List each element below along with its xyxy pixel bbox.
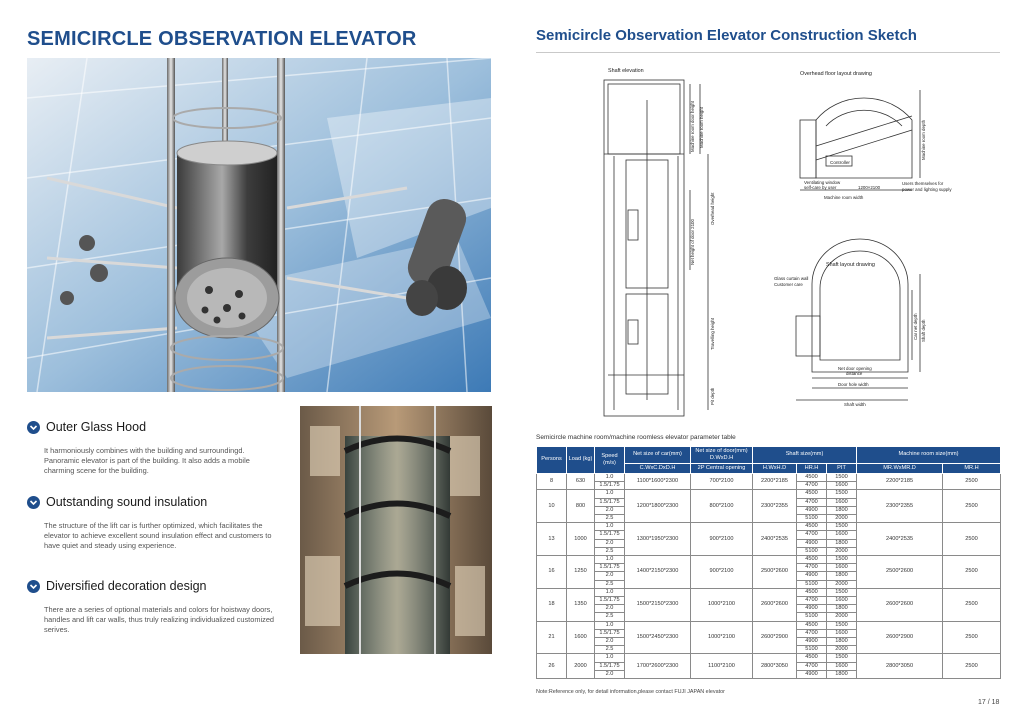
users-power-label-2: power and lighting supply [902, 187, 952, 192]
cell-machine-room-height: 2500 [943, 556, 1001, 589]
cell-speed: 1.5/1.75 [595, 629, 625, 637]
cell-hr: 4500 [797, 588, 827, 596]
cell-door-size: 900*2100 [691, 523, 753, 556]
cell-load: 2000 [567, 654, 595, 679]
cell-pit: 1500 [827, 588, 857, 596]
cell-pit: 1500 [827, 556, 857, 564]
cell-speed: 2.0 [595, 638, 625, 646]
table-row [537, 621, 1001, 629]
door-hole-width-label: Door hole width [838, 382, 869, 387]
feature-heading-outer-glass-hood [27, 420, 146, 434]
cell-hr: 4900 [797, 638, 827, 646]
cell-door-size: 900*2100 [691, 556, 753, 589]
cell-pit: 1800 [827, 539, 857, 547]
cell-speed: 1.0 [595, 474, 625, 482]
cell-hr: 5100 [797, 515, 827, 523]
table-row [537, 474, 1001, 482]
glass-elevator-photo [27, 58, 491, 392]
cell-speed: 2.0 [595, 506, 625, 514]
cell-machine-room: 2400*2535 [857, 523, 943, 556]
chevron-down-circle-icon [27, 496, 40, 509]
cell-hr: 4900 [797, 506, 827, 514]
cell-hr: 5100 [797, 580, 827, 588]
cell-door-size: 1000*2100 [691, 588, 753, 621]
cell-persons: 8 [537, 474, 567, 490]
cell-machine-room: 2300*2355 [857, 490, 943, 523]
overhead-floor-label: Overhead floor layout drawing [800, 71, 872, 77]
cell-pit: 1600 [827, 662, 857, 670]
cell-door-size: 800*2100 [691, 490, 753, 523]
elevator-interior-photo [300, 406, 492, 654]
cell-speed: 2.5 [595, 613, 625, 621]
cell-shaft-size: 2500*2600 [753, 556, 797, 589]
cell-persons: 26 [537, 654, 567, 679]
cell-speed: 1.0 [595, 523, 625, 531]
cell-hr: 4500 [797, 621, 827, 629]
cell-hr: 4700 [797, 597, 827, 605]
subheader-door: 2P Central opening [691, 464, 753, 474]
cell-machine-room: 2600*2600 [857, 588, 943, 621]
cell-persons: 21 [537, 621, 567, 654]
car-net-depth-label: Car net depth [913, 313, 918, 340]
overhead-height-label: Overhead height [710, 192, 715, 225]
header-load: Load (kg) [567, 447, 595, 474]
cell-pit: 1800 [827, 638, 857, 646]
machine-room-height-label: Machine room height [699, 106, 704, 148]
cell-pit: 1600 [827, 531, 857, 539]
cell-load: 630 [567, 474, 595, 490]
feature-heading-text: Outer Glass Hood [46, 420, 147, 434]
cell-speed: 2.5 [595, 515, 625, 523]
cell-persons: 18 [537, 588, 567, 621]
shaft-layout-label: Shaft layout drawing [826, 262, 875, 268]
cell-pit: 1600 [827, 482, 857, 490]
header-speed: Speed (m/s) [595, 447, 625, 474]
cell-shaft-size: 2600*2600 [753, 588, 797, 621]
table-row [537, 490, 1001, 498]
distance-label: distance [846, 371, 863, 376]
feature-description: The structure of the lift car is further optimized, which facilitates the elevator to achieve excellent sound insulation effect and customers to have quiet and steady using experience. [44, 521, 272, 550]
cell-speed: 2.5 [595, 580, 625, 588]
shaft-width-label: Shaft width [844, 402, 866, 407]
cell-hr: 4500 [797, 490, 827, 498]
cell-door-size: 700*2100 [691, 474, 753, 490]
cell-pit: 2000 [827, 580, 857, 588]
cell-hr: 4700 [797, 662, 827, 670]
feature-description: There are a series of optional materials and colors for hoistway doors, handles and lift car walls, thus truly realizing individualized customized serives. [44, 605, 275, 634]
cell-speed: 1.5/1.75 [595, 597, 625, 605]
cell-machine-room-height: 2500 [943, 654, 1001, 679]
chevron-down-circle-icon [27, 421, 40, 434]
feature-heading-text: Diversified decoration design [46, 579, 207, 593]
cell-persons: 16 [537, 556, 567, 589]
feature-heading-sound-insulation [27, 495, 207, 509]
cell-shaft-size: 2400*2535 [753, 523, 797, 556]
cell-pit: 2000 [827, 547, 857, 555]
cell-speed: 2.0 [595, 670, 625, 678]
cell-pit: 1500 [827, 474, 857, 482]
cell-hr: 4900 [797, 605, 827, 613]
cell-pit: 1800 [827, 605, 857, 613]
travelling-height-label: Travelling height [710, 317, 715, 350]
sketch-title: Semicircle Observation Elevator Construction Sketch [536, 27, 917, 44]
cell-machine-room-height: 2500 [943, 588, 1001, 621]
cell-hr: 5100 [797, 613, 827, 621]
cell-car-size: 1700*2600*2300 [625, 654, 691, 679]
cell-pit: 1500 [827, 621, 857, 629]
cell-load: 1250 [567, 556, 595, 589]
cell-car-size: 1200*1800*2300 [625, 490, 691, 523]
cell-load: 800 [567, 490, 595, 523]
cell-hr: 4700 [797, 629, 827, 637]
cell-pit: 1800 [827, 670, 857, 678]
cell-pit: 2000 [827, 515, 857, 523]
page-number: 17 / 18 [978, 699, 1000, 706]
header-machine-room: Machine room size(mm) [857, 447, 1001, 464]
cell-car-size: 1500*2150*2300 [625, 588, 691, 621]
cell-door-size: 1000*2100 [691, 621, 753, 654]
door-dimension-label: 1200×2100 [858, 185, 881, 190]
subheader-hr: HR.H [797, 464, 827, 474]
users-power-label: Users themselves for [902, 181, 944, 186]
cell-speed: 1.5/1.75 [595, 482, 625, 490]
feature-heading-decoration-design [27, 579, 207, 593]
cell-machine-room-height: 2500 [943, 523, 1001, 556]
parameter-table [536, 446, 1001, 679]
cell-machine-room: 2600*2900 [857, 621, 943, 654]
machine-room-depth-label: Machine room depth [921, 119, 926, 160]
cell-hr: 4700 [797, 531, 827, 539]
cell-pit: 1500 [827, 654, 857, 662]
cell-load: 1600 [567, 621, 595, 654]
self-care-label: self-care by user [804, 185, 837, 190]
cell-hr: 4700 [797, 482, 827, 490]
feature-description: It harmoniously combines with the building and surroundingd. Panoramic elevator is part of the building. It also adds a mobile charming scene for the building. [44, 446, 250, 475]
cell-load: 1350 [567, 588, 595, 621]
feature-heading-text: Outstanding sound insulation [46, 495, 208, 509]
cell-hr: 5100 [797, 547, 827, 555]
machine-room-width-label: Machine room width [824, 195, 864, 200]
cell-speed: 1.5/1.75 [595, 531, 625, 539]
cell-hr: 4500 [797, 556, 827, 564]
table-row [537, 556, 1001, 564]
cell-speed: 1.0 [595, 490, 625, 498]
cell-speed: 2.5 [595, 547, 625, 555]
net-door-opening-label: Net door opening [838, 366, 872, 371]
cell-shaft-size: 2600*2900 [753, 621, 797, 654]
ventilating-window-label: Ventilating window [804, 180, 841, 185]
cell-machine-room: 2800*3050 [857, 654, 943, 679]
cell-pit: 1600 [827, 564, 857, 572]
cell-car-size: 1400*2150*2300 [625, 556, 691, 589]
header-persons: Persons [537, 447, 567, 474]
cell-pit: 1600 [827, 597, 857, 605]
header-shaft-size: Shaft size(mm) [753, 447, 857, 464]
cell-shaft-size: 2800*3050 [753, 654, 797, 679]
cell-machine-room-height: 2500 [943, 474, 1001, 490]
cell-machine-room-height: 2500 [943, 490, 1001, 523]
cell-door-size: 1100*2100 [691, 654, 753, 679]
net-height-door-label: Net height of door 2100 [690, 219, 695, 265]
cell-speed: 2.0 [595, 539, 625, 547]
cell-speed: 1.0 [595, 654, 625, 662]
cell-speed: 1.5/1.75 [595, 498, 625, 506]
construction-drawing [590, 60, 970, 418]
cell-hr: 4900 [797, 670, 827, 678]
pit-depth-label: Pit depth [710, 387, 715, 405]
footnote: Note:Reference only, for detail information,please contact FUJI JAPAN elevator [536, 689, 725, 695]
subheader-car: C.WxC.DxD.H [625, 464, 691, 474]
subheader-pit: PIT [827, 464, 857, 474]
title-divider [536, 52, 1000, 53]
cell-pit: 2000 [827, 613, 857, 621]
chevron-down-circle-icon [27, 580, 40, 593]
cell-pit: 1600 [827, 498, 857, 506]
cell-hr: 4500 [797, 654, 827, 662]
cell-machine-room: 2200*2185 [857, 474, 943, 490]
cell-speed: 1.0 [595, 588, 625, 596]
cell-speed: 1.0 [595, 621, 625, 629]
customer-care-label: Customer care [774, 282, 803, 287]
subheader-mrh: MR.H [943, 464, 1001, 474]
cell-persons: 10 [537, 490, 567, 523]
cell-hr: 4700 [797, 564, 827, 572]
cell-persons: 13 [537, 523, 567, 556]
cell-shaft-size: 2200*2185 [753, 474, 797, 490]
controller-label: Controller [830, 160, 850, 165]
cell-speed: 2.0 [595, 572, 625, 580]
table-row [537, 523, 1001, 531]
cell-hr: 4700 [797, 498, 827, 506]
cell-hr: 4900 [797, 539, 827, 547]
table-title: Semicircle machine room/machine roomless elevator parameter table [536, 434, 736, 441]
cell-machine-room-height: 2500 [943, 621, 1001, 654]
cell-speed: 2.5 [595, 646, 625, 654]
machine-room-door-height-label: Machine room door height [690, 100, 695, 152]
table-row [537, 654, 1001, 662]
cell-car-size: 1500*2450*2300 [625, 621, 691, 654]
cell-pit: 1800 [827, 572, 857, 580]
cell-speed: 1.0 [595, 556, 625, 564]
cell-car-size: 1300*1950*2300 [625, 523, 691, 556]
cell-hr: 4500 [797, 474, 827, 482]
shaft-depth-label: Shaft depth [921, 319, 926, 342]
cell-pit: 1600 [827, 629, 857, 637]
glass-curtain-label: Glass curtain wall [774, 276, 809, 281]
cell-car-size: 1100*1600*2300 [625, 474, 691, 490]
cell-speed: 1.5/1.75 [595, 662, 625, 670]
cell-load: 1000 [567, 523, 595, 556]
cell-shaft-size: 2300*2355 [753, 490, 797, 523]
subheader-mr: MR.WxMR.D [857, 464, 943, 474]
header-car-size: Net size of car(mm) [625, 447, 691, 464]
cell-hr: 4900 [797, 572, 827, 580]
cell-speed: 2.0 [595, 605, 625, 613]
page-title: SEMICIRCLE OBSERVATION ELEVATOR [27, 28, 417, 50]
cell-pit: 1500 [827, 523, 857, 531]
table-row [537, 588, 1001, 596]
cell-pit: 1500 [827, 490, 857, 498]
cell-hr: 5100 [797, 646, 827, 654]
subheader-shaft: H.WxH.D [753, 464, 797, 474]
cell-hr: 4500 [797, 523, 827, 531]
cell-speed: 1.5/1.75 [595, 564, 625, 572]
header-door-size: Net size of door(mm) D.WxD.H [691, 447, 753, 464]
cell-pit: 1800 [827, 506, 857, 514]
shaft-elevation-label: Shaft elevation [608, 68, 644, 74]
cell-pit: 2000 [827, 646, 857, 654]
cell-machine-room: 2500*2600 [857, 556, 943, 589]
